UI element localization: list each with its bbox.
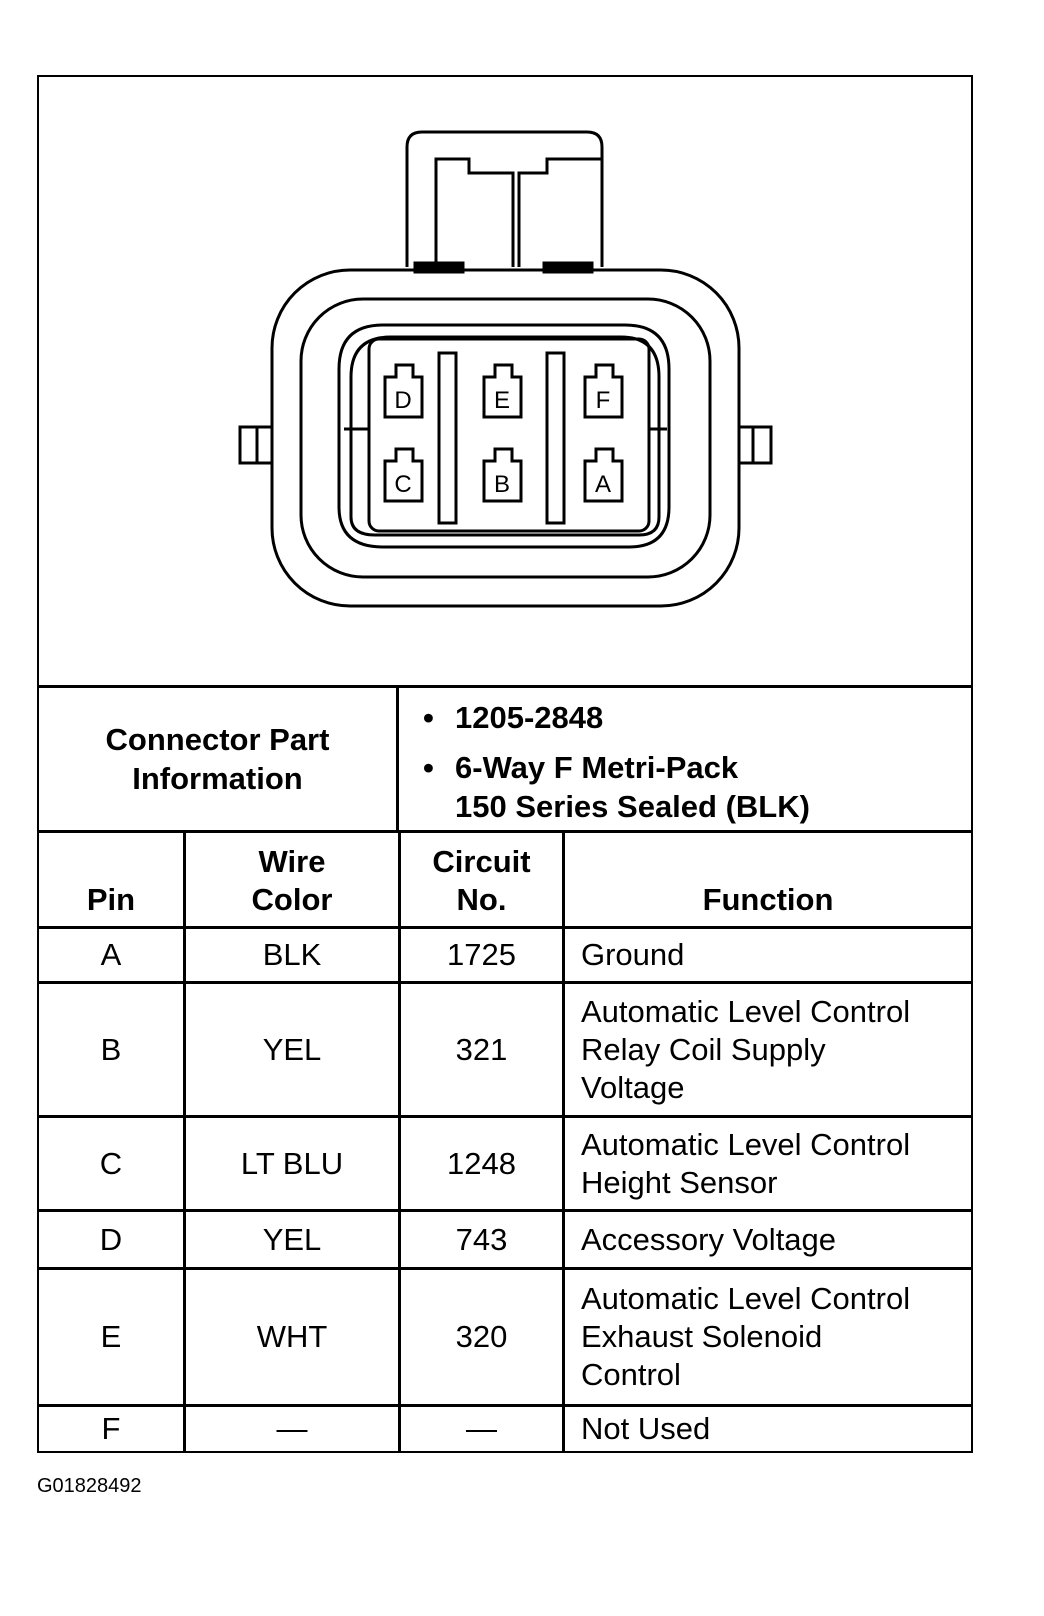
table-row-circuit: 1725 [447, 937, 516, 972]
table-row-pin: F [101, 1411, 121, 1446]
table-row-function: Accessory Voltage [581, 1221, 837, 1257]
table-row-circuit: 320 [455, 1319, 508, 1354]
table-row-pin: C [99, 1145, 123, 1181]
info-label-cell [39, 688, 399, 830]
info-values-cell [399, 688, 971, 830]
separator-bar-left [439, 353, 456, 523]
table-row-color: WHT [256, 1319, 328, 1354]
header-pin: Pin [86, 882, 136, 917]
table-row-circuit: 321 [455, 1031, 508, 1067]
pin-table [39, 833, 971, 1451]
table-row-circuit: 743 [455, 1221, 508, 1257]
latch-inner [436, 159, 602, 267]
info-part-number: • 1205-2848 [455, 698, 603, 737]
table-row-color: YEL [262, 1221, 322, 1257]
separator-bar-right [547, 353, 564, 523]
table-row-function: Ground [581, 937, 685, 972]
pin-label-a: A [594, 471, 612, 498]
table-row-color: — [276, 1411, 308, 1446]
pin-label-b: B [493, 471, 511, 498]
pin-label-f: F [595, 387, 611, 414]
table-row-color: YEL [262, 1031, 322, 1067]
figure-id: G01828492 [37, 1475, 142, 1497]
table-row-circuit: 1248 [447, 1145, 516, 1181]
table-row-pin: B [100, 1031, 122, 1067]
table-row-color: BLK [262, 937, 322, 972]
header-wire-color: Wire Color [251, 844, 333, 917]
table-row-function: Automatic Level Control Height Sensor [581, 1126, 911, 1200]
info-label: Connector Part Information [105, 722, 330, 796]
table-row-pin: D [99, 1221, 123, 1257]
pin-label-e: E [493, 387, 511, 414]
table-row-function: Automatic Level Control Relay Coil Supply Voltage [581, 993, 911, 1105]
header-function: Function [702, 882, 834, 917]
connector-face-diagram [39, 77, 971, 687]
table-row-function: Automatic Level Control Exhaust Solenoid Control [581, 1281, 911, 1392]
cavity-outer [339, 325, 669, 547]
connector-part-info [39, 685, 971, 833]
info-description: • 6-Way F Metri-Pack 150 Series Sealed (BLK) [455, 748, 810, 826]
table-row-function: Not Used [581, 1411, 711, 1446]
pin-label-c: C [394, 471, 412, 498]
table-row-pin: A [100, 937, 122, 972]
pin-label-d: D [394, 387, 412, 414]
table-row-circuit: — [466, 1411, 497, 1446]
connector-figure-frame [37, 75, 973, 1453]
header-circuit-no: Circuit No. [432, 844, 531, 917]
table-row-color: LT BLU [240, 1145, 344, 1181]
side-ear-right [739, 427, 771, 463]
table-row-pin: E [100, 1319, 122, 1354]
